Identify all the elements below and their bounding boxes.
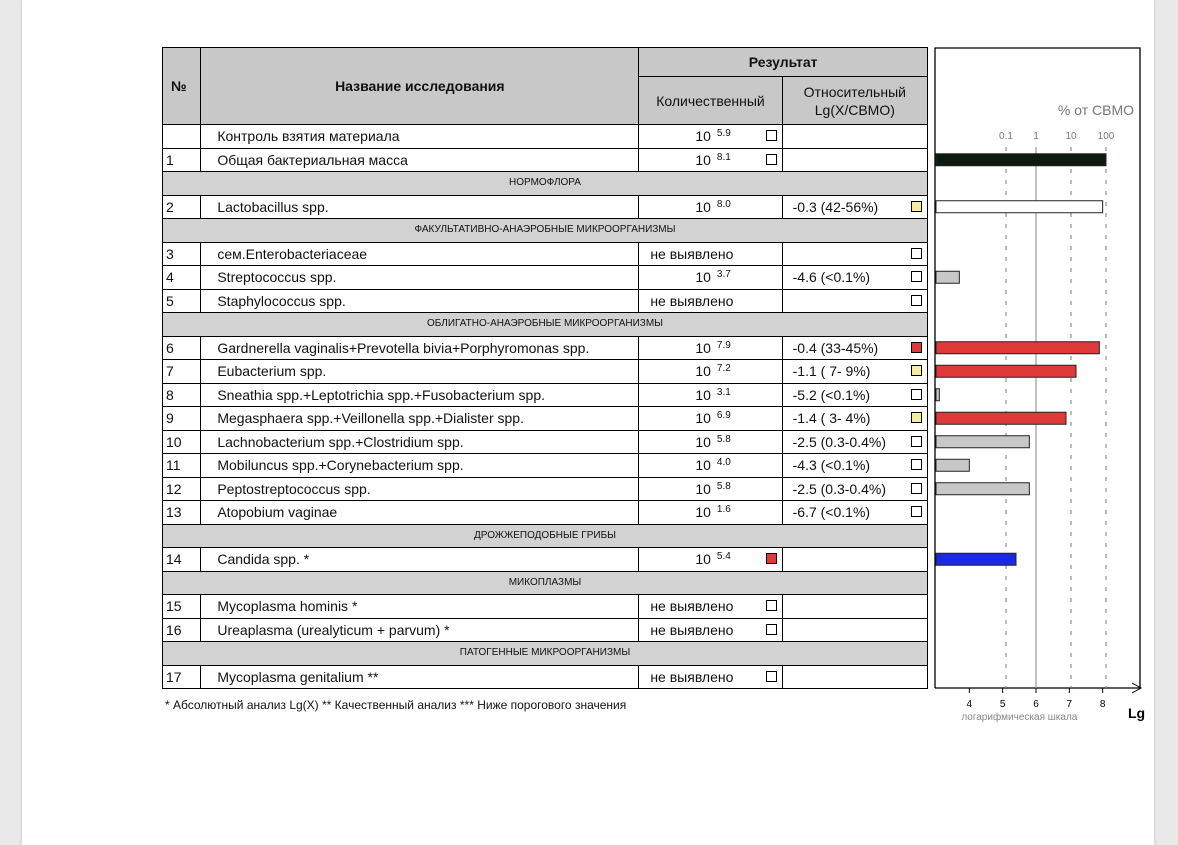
row-number: 2	[163, 195, 201, 219]
bar	[936, 412, 1066, 424]
table-row	[163, 360, 928, 384]
section-row	[163, 313, 928, 337]
value-exponent: 8.0	[716, 198, 731, 210]
value-exponent: 5.8	[716, 433, 731, 445]
value-base: 10	[695, 480, 711, 497]
relative-cell	[782, 266, 927, 290]
bar	[936, 201, 1103, 213]
status-square-icon	[911, 342, 922, 353]
header-quant: Количественный	[639, 77, 782, 125]
status-square-icon	[911, 248, 922, 259]
not-detected-text: не выявлено	[650, 621, 734, 638]
quantitative-cell	[639, 360, 782, 384]
test-name: Lachnobacterium spp.+Clostridium spp.	[201, 430, 639, 454]
test-name: Sneathia spp.+Leptotrichia spp.+Fusobacterium spp.	[201, 383, 639, 407]
header-rel: Относительный Lg(X/СВМО)	[782, 77, 927, 125]
value-base: 10	[695, 551, 711, 567]
row-number: 11	[163, 454, 201, 478]
status-square-icon	[911, 365, 922, 376]
quantitative-value	[695, 149, 730, 174]
results-body	[163, 125, 928, 689]
row-number: 12	[163, 477, 201, 501]
relative-cell	[782, 430, 927, 454]
x-axis-label: логарифмическая шкала	[961, 712, 1078, 723]
section-label: ОБЛИГАТНО-АНАЭРОБНЫЕ МИКРООРГАНИЗМЫ	[163, 313, 928, 337]
relative-cell	[782, 595, 927, 619]
section-row	[163, 642, 928, 666]
status-square-icon	[766, 130, 777, 141]
relative-value: -0.4 (33-45%)	[792, 339, 879, 356]
status-square-icon	[911, 295, 922, 306]
relative-cell	[782, 477, 927, 501]
status-square-icon	[911, 271, 922, 282]
value-exponent: 4.0	[716, 457, 731, 468]
value-base: 10	[695, 339, 711, 356]
status-square-icon	[766, 671, 777, 682]
quantitative-value	[695, 501, 730, 526]
header-result: Результат	[639, 48, 928, 77]
value-exponent: 8.1	[716, 151, 731, 163]
quantitative-value	[695, 360, 730, 385]
test-name: Atopobium vaginae	[201, 501, 639, 525]
chart-title: % от СВМО	[1057, 102, 1134, 118]
bar	[936, 342, 1099, 354]
status-square-icon	[766, 600, 777, 611]
section-row	[163, 571, 928, 595]
status-square-icon	[766, 624, 777, 635]
table-row	[163, 266, 928, 290]
section-label: НОРМОФЛОРА	[163, 172, 928, 196]
relative-cell	[782, 618, 927, 642]
test-name: Mycoplasma hominis *	[201, 595, 639, 619]
relative-cell	[782, 501, 927, 525]
not-detected-text: не выявлено	[650, 668, 734, 685]
row-number: 6	[163, 336, 201, 360]
not-detected-text: не выявлено	[650, 292, 734, 309]
row-number: 14	[163, 548, 201, 572]
table-row	[163, 289, 928, 313]
relative-cell	[782, 148, 927, 172]
value-exponent: 7.9	[716, 339, 731, 351]
quantitative-cell	[639, 548, 782, 572]
status-square-icon	[766, 154, 777, 165]
relative-value: -2.5 (0.3-0.4%)	[792, 480, 886, 497]
percent-tick-label: 0.1	[999, 131, 1013, 142]
status-square-icon	[911, 483, 922, 494]
relative-cell	[782, 548, 927, 572]
row-number: 7	[163, 360, 201, 384]
row-number	[163, 125, 201, 149]
value-exponent: 5.8	[716, 480, 731, 492]
percent-tick-label: 1	[1033, 131, 1039, 142]
test-name: Общая бактериальная масса	[201, 148, 639, 172]
quantitative-cell	[639, 665, 782, 689]
value-base: 10	[695, 363, 711, 379]
percent-tick-label: 100	[1097, 131, 1115, 142]
test-name: сем.Enterobacteriaceae	[201, 242, 639, 266]
table-row	[163, 383, 928, 407]
relative-value: -5.2 (<0.1%)	[792, 386, 871, 403]
quantitative-cell	[639, 195, 782, 219]
relative-cell	[782, 665, 927, 689]
quantitative-value	[695, 407, 730, 432]
quantitative-cell	[639, 289, 782, 313]
report-page	[22, 0, 1154, 845]
section-label: ДРОЖЖЕПОДОБНЫЕ ГРИБЫ	[163, 524, 928, 548]
relative-cell	[782, 125, 927, 149]
table-row	[163, 195, 928, 219]
relative-cell	[782, 195, 927, 219]
test-name: Staphylococcus spp.	[201, 289, 639, 313]
row-number: 8	[163, 383, 201, 407]
relative-value: -2.5 (0.3-0.4%)	[792, 433, 886, 450]
status-square-icon	[766, 553, 777, 564]
table-row	[163, 595, 928, 619]
row-number: 1	[163, 148, 201, 172]
x-tick-label: 8	[1099, 699, 1106, 710]
quantitative-cell	[639, 383, 782, 407]
quantitative-value	[695, 548, 730, 573]
quantitative-cell	[639, 336, 782, 360]
table-row	[163, 430, 928, 454]
section-label: МИКОПЛАЗМЫ	[163, 571, 928, 595]
value-exponent: 3.1	[716, 386, 731, 398]
bar-chart	[934, 47, 1146, 723]
axis-lg-label: Lg	[1128, 705, 1146, 721]
test-name: Mycoplasma genitalium **	[201, 665, 639, 689]
section-label: ПАТОГЕННЫЕ МИКРООРГАНИЗМЫ	[163, 642, 928, 666]
value-exponent: 7.2	[716, 363, 731, 374]
relative-cell	[782, 360, 927, 384]
value-base: 10	[695, 433, 711, 450]
relative-value: -1.4 ( 3- 4%)	[792, 410, 871, 426]
quantitative-cell	[639, 148, 782, 172]
quantitative-cell	[639, 125, 782, 149]
test-name: Ureaplasma (urealyticum + parvum) *	[201, 618, 639, 642]
value-exponent: 3.7	[716, 269, 731, 280]
quantitative-value	[695, 384, 730, 409]
table-row	[163, 665, 928, 689]
footnote-legend: * Абсолютный анализ Lg(X) ** Качественный анализ *** Ниже порогового значения	[165, 698, 627, 712]
relative-cell	[782, 383, 927, 407]
test-name: Lactobacillus spp.	[201, 195, 639, 219]
quantitative-value	[695, 266, 730, 291]
row-number: 4	[163, 266, 201, 290]
row-number: 9	[163, 407, 201, 431]
quantitative-value	[695, 454, 730, 479]
status-square-icon	[911, 436, 922, 447]
table-row	[163, 407, 928, 431]
x-tick-label: 7	[1066, 699, 1073, 710]
table-row	[163, 548, 928, 572]
value-exponent: 5.9	[716, 128, 731, 139]
header-name: Название исследования	[201, 48, 639, 125]
bar	[936, 154, 1106, 166]
relative-value: -4.6 (<0.1%)	[792, 269, 871, 285]
x-tick-label: 5	[999, 699, 1006, 710]
results-table	[162, 47, 928, 689]
relative-value: -4.3 (<0.1%)	[792, 457, 871, 473]
status-square-icon	[911, 412, 922, 423]
value-exponent: 1.6	[716, 504, 731, 515]
test-name: Streptococcus spp.	[201, 266, 639, 290]
quantitative-value	[695, 337, 730, 362]
test-name: Megasphaera spp.+Veillonella spp.+Dialister spp.	[201, 407, 639, 431]
table-row	[163, 336, 928, 360]
quantitative-cell	[639, 618, 782, 642]
test-name: Eubacterium spp.	[201, 360, 639, 384]
row-number: 13	[163, 501, 201, 525]
bar	[936, 553, 1016, 565]
value-base: 10	[695, 457, 711, 473]
value-base: 10	[695, 386, 711, 403]
row-number: 17	[163, 665, 201, 689]
table-row	[163, 454, 928, 478]
status-square-icon	[911, 201, 922, 212]
relative-value: -0.3 (42-56%)	[792, 198, 879, 215]
table-row	[163, 148, 928, 172]
quantitative-value	[695, 125, 730, 150]
x-tick-label: 4	[966, 699, 973, 710]
quantitative-cell	[639, 477, 782, 501]
value-base: 10	[695, 269, 711, 285]
table-row	[163, 501, 928, 525]
value-exponent: 6.9	[716, 410, 731, 421]
bar	[936, 389, 939, 401]
table-row	[163, 125, 928, 149]
quantitative-cell	[639, 501, 782, 525]
percent-tick-label: 10	[1065, 131, 1077, 142]
test-name: Candida spp. *	[201, 548, 639, 572]
status-square-icon	[911, 389, 922, 400]
bar	[936, 459, 969, 471]
quantitative-cell	[639, 430, 782, 454]
not-detected-text: не выявлено	[650, 598, 734, 614]
test-name: Gardnerella vaginalis+Prevotella bivia+Porphyromonas spp.	[201, 336, 639, 360]
relative-cell	[782, 242, 927, 266]
row-number: 15	[163, 595, 201, 619]
test-name: Peptostreptococcus spp.	[201, 477, 639, 501]
row-number: 16	[163, 618, 201, 642]
test-name: Контроль взятия материала	[201, 125, 639, 149]
row-number: 5	[163, 289, 201, 313]
relative-cell	[782, 336, 927, 360]
quantitative-value	[695, 431, 730, 456]
section-row	[163, 524, 928, 548]
row-number: 3	[163, 242, 201, 266]
bar	[936, 365, 1076, 377]
table-row	[163, 618, 928, 642]
table-row	[163, 242, 928, 266]
bar	[936, 271, 959, 283]
value-base: 10	[695, 198, 711, 215]
status-square-icon	[911, 459, 922, 470]
relative-cell	[782, 289, 927, 313]
value-base: 10	[695, 128, 711, 144]
quantitative-value	[695, 478, 730, 503]
quantitative-cell	[639, 242, 782, 266]
relative-value: -6.7 (<0.1%)	[792, 504, 871, 520]
header-num: №	[163, 48, 201, 125]
quantitative-cell	[639, 454, 782, 478]
bar	[936, 436, 1029, 448]
quantitative-cell	[639, 407, 782, 431]
relative-cell	[782, 454, 927, 478]
section-row	[163, 172, 928, 196]
quantitative-value	[695, 196, 730, 221]
status-square-icon	[911, 506, 922, 517]
value-base: 10	[695, 410, 711, 426]
bar	[936, 483, 1029, 495]
relative-value: -1.1 ( 7- 9%)	[792, 363, 871, 379]
test-name: Mobiluncus spp.+Corynebacterium spp.	[201, 454, 639, 478]
section-row	[163, 219, 928, 243]
not-detected-text: не выявлено	[650, 245, 734, 262]
relative-cell	[782, 407, 927, 431]
section-label: ФАКУЛЬТАТИВНО-АНАЭРОБНЫЕ МИКРООРГАНИЗМЫ	[163, 219, 928, 243]
quantitative-cell	[639, 595, 782, 619]
value-base: 10	[695, 151, 711, 168]
table-row	[163, 477, 928, 501]
row-number: 10	[163, 430, 201, 454]
x-tick-label: 6	[1033, 699, 1039, 710]
quantitative-cell	[639, 266, 782, 290]
value-base: 10	[695, 504, 711, 520]
value-exponent: 5.4	[716, 551, 731, 562]
